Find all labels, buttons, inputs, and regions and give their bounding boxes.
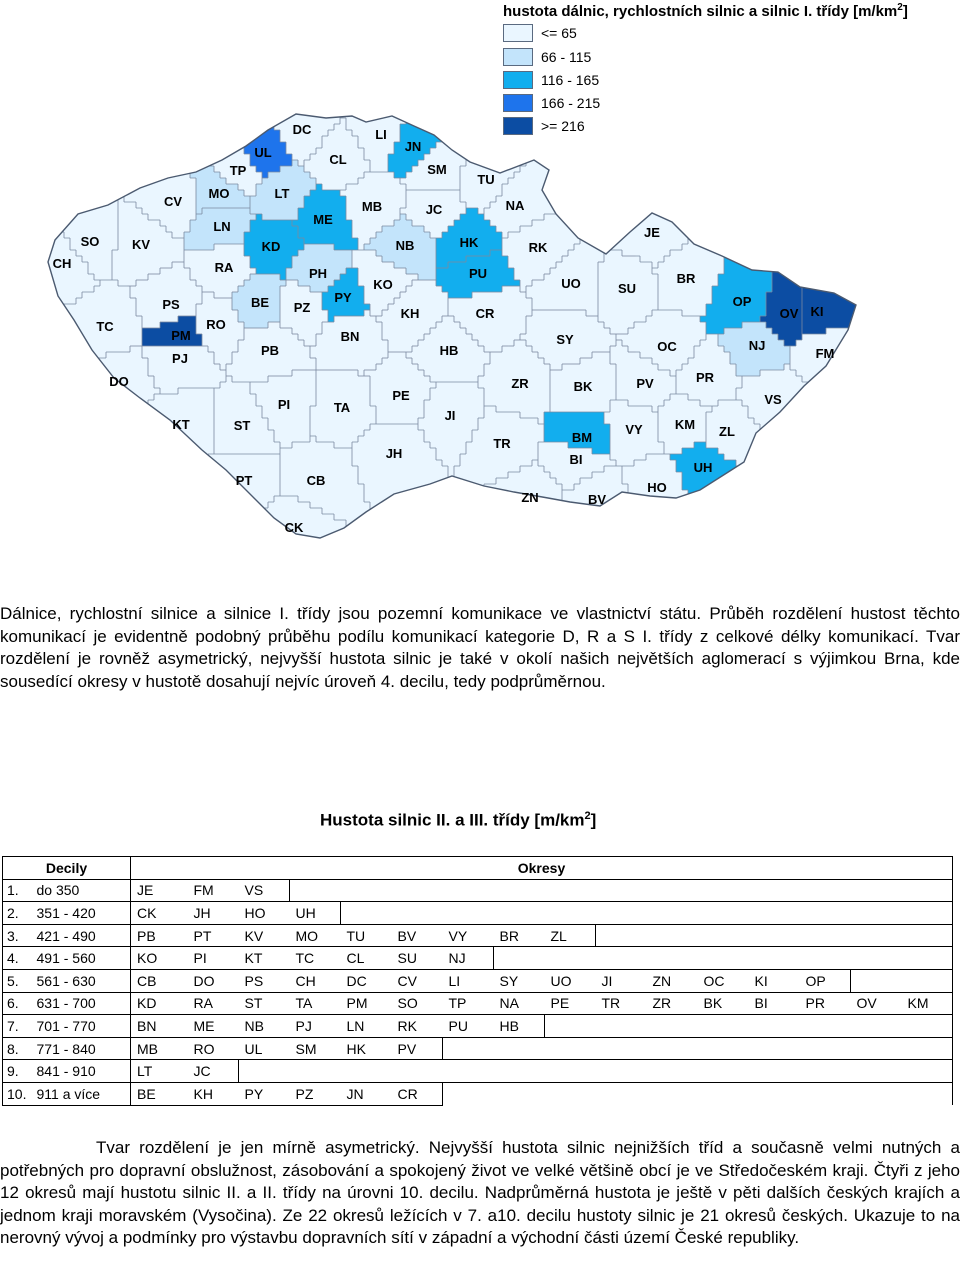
decile-number: 5. xyxy=(3,969,33,992)
decile-range: 631 - 700 xyxy=(33,992,131,1015)
district-cell xyxy=(239,1060,290,1083)
paragraph-highway-density: Dálnice, rychlostní silnice a silnice I. třídy jsou pozemní komunikace ve vlastnictví státu. Průběh rozdělení hustost těchto komunikací je evidentně podobný průběhu podílu komunikací kategorie D, R a S I. třídy z celkové délky komunikací. Tvar rozdělení je rovněž asymetrický, nejvyšší hustota silnic je také v okolí našich největších aglomerací s výjimkou Brna, kde sousedící okresy v hustotě dosahují nejvíc úroveň 4. decilu, tedy podprůměrnou. xyxy=(0,604,960,691)
district-cell xyxy=(443,902,494,925)
district-cell: PS xyxy=(239,969,290,992)
district-cell xyxy=(545,1037,596,1060)
district-cell: PZ xyxy=(290,1082,341,1105)
district-cell: UH xyxy=(290,902,341,925)
district-label-ho: HO xyxy=(647,480,667,495)
decile-number: 7. xyxy=(3,1015,33,1038)
district-cell: TU xyxy=(341,924,392,947)
district-cell: NJ xyxy=(443,947,494,970)
decile-table xyxy=(2,856,953,1106)
district-cell xyxy=(494,1037,545,1060)
district-cell: SU xyxy=(392,947,443,970)
district-label-je: JE xyxy=(644,225,660,240)
district-cell xyxy=(545,947,596,970)
district-cell: PR xyxy=(800,992,851,1015)
district-cell xyxy=(902,969,953,992)
legend-swatch xyxy=(503,117,533,135)
district-label-kv: KV xyxy=(131,237,151,252)
district-cell xyxy=(596,879,647,902)
district-label-vy: VY xyxy=(625,422,643,437)
district-cell xyxy=(596,1082,647,1105)
district-cell: HK xyxy=(341,1037,392,1060)
district-cell xyxy=(545,1015,596,1038)
district-cell xyxy=(647,924,698,947)
district-cell xyxy=(698,1060,749,1083)
district-cell xyxy=(851,969,902,992)
district-label-st: ST xyxy=(233,418,251,433)
district-cell xyxy=(698,947,749,970)
district-label-hb: HB xyxy=(439,343,459,358)
district-label-li: LI xyxy=(375,127,387,142)
district-cell: CL xyxy=(341,947,392,970)
district-cell: PY xyxy=(239,1082,290,1105)
district-label-cv: CV xyxy=(163,194,183,209)
district-cell: LN xyxy=(341,1015,392,1038)
decile-range: 911 a více xyxy=(33,1082,131,1105)
district-cell: NB xyxy=(239,1015,290,1038)
decile-number: 3. xyxy=(3,924,33,947)
district-cell xyxy=(443,1060,494,1083)
district-label-kd: KD xyxy=(261,239,281,254)
legend-label: 66 - 115 xyxy=(541,49,592,65)
district-cell xyxy=(749,924,800,947)
district-cell xyxy=(596,1015,647,1038)
district-label-pr: PR xyxy=(695,370,715,385)
district-cell xyxy=(647,947,698,970)
district-cell xyxy=(698,1037,749,1060)
map-legend-title: hustota dálnic, rychlostních silnic a silnic I. třídy $[m/km^2]$ xyxy=(503,2,908,20)
district-cell xyxy=(392,902,443,925)
district-label-zl: ZL xyxy=(719,424,735,439)
district-label-kt: KT xyxy=(172,417,190,432)
decile-number: 9. xyxy=(3,1060,33,1083)
district-cell: RO xyxy=(188,1037,239,1060)
district-cell: TR xyxy=(596,992,647,1015)
district-cell xyxy=(902,924,953,947)
district-cell: SY xyxy=(494,969,545,992)
decile-number: 6. xyxy=(3,992,33,1015)
district-cell xyxy=(851,879,902,902)
district-cell xyxy=(494,1060,545,1083)
district-cell xyxy=(851,947,902,970)
district-label-py: PY xyxy=(334,290,352,305)
district-label-ra: RA xyxy=(214,260,234,275)
district-cell xyxy=(902,947,953,970)
district-cell xyxy=(902,1060,953,1083)
district-cell xyxy=(749,902,800,925)
district-cell xyxy=(647,1015,698,1038)
district-cell: PE xyxy=(545,992,596,1015)
district-label-zn: ZN xyxy=(521,490,539,505)
district-label-ro: RO xyxy=(206,317,226,332)
table-header-row xyxy=(3,857,953,880)
district-cell: ZN xyxy=(647,969,698,992)
district-cell: KM xyxy=(902,992,953,1015)
district-cell: PT xyxy=(188,924,239,947)
header-districts: Okresy xyxy=(131,857,953,880)
district-label-tr: TR xyxy=(493,436,511,451)
table-row xyxy=(3,1037,953,1060)
district-cell xyxy=(800,1037,851,1060)
district-fills xyxy=(40,100,875,551)
district-cell xyxy=(596,1060,647,1083)
district-cell: KH xyxy=(188,1082,239,1105)
district-label-uh: UH xyxy=(693,460,713,475)
district-label-ki: KI xyxy=(810,304,824,319)
legend-swatch xyxy=(503,94,533,112)
district-cell xyxy=(494,902,545,925)
district-cell: BN xyxy=(131,1015,188,1038)
district-label-ta: TA xyxy=(333,400,351,415)
district-cell xyxy=(749,947,800,970)
district-cell: PJ xyxy=(290,1015,341,1038)
district-label-nj: NJ xyxy=(748,338,766,353)
district-cell xyxy=(647,902,698,925)
district-cell: PU xyxy=(443,1015,494,1038)
decile-range: 561 - 630 xyxy=(33,969,131,992)
district-cell xyxy=(749,1060,800,1083)
district-label-nb: NB xyxy=(395,238,415,253)
district-cell xyxy=(443,1037,494,1060)
district-cell: ME xyxy=(188,1015,239,1038)
district-cell xyxy=(494,879,545,902)
district-cell: KD xyxy=(131,992,188,1015)
decile-range: 421 - 490 xyxy=(33,924,131,947)
district-label-bk: BK xyxy=(573,379,593,394)
district-cell xyxy=(902,1015,953,1038)
district-label-ji: JI xyxy=(444,408,456,423)
legend-swatch xyxy=(503,71,533,89)
district-cell xyxy=(800,947,851,970)
district-cell xyxy=(443,1082,494,1105)
table-row xyxy=(3,1060,953,1083)
district-cell xyxy=(749,1015,800,1038)
district-cell: JH xyxy=(188,902,239,925)
district-map-svg xyxy=(0,0,960,560)
district-label-sy: SY xyxy=(556,332,574,347)
district-label-mo: MO xyxy=(208,186,230,201)
district-cell: LT xyxy=(131,1060,188,1083)
district-cell xyxy=(596,902,647,925)
district-cell: CV xyxy=(392,969,443,992)
district-cell xyxy=(800,1060,851,1083)
district-cell xyxy=(545,1082,596,1105)
district-label-pm: PM xyxy=(171,328,191,343)
district-cell: MO xyxy=(290,924,341,947)
district-label-pt: PT xyxy=(235,473,253,488)
decile-number: 8. xyxy=(3,1037,33,1060)
district-label-pv: PV xyxy=(636,376,654,391)
district-cell: VS xyxy=(239,879,290,902)
district-label-ck: CK xyxy=(284,520,304,535)
paragraph-road-density: Tvar rozdělení je jen mírně asymetrický. Nejvyšší hustota silnic nejnižších tříd a současně velmi nutných a potřebných pro dopravní obslužnost, zásobování a spokojený život ve velké většině obcí je ve Středočeském kraji. Čtyři z jeho 12 okresů mají hustotu silnic II. a II. třídy na úrovni 10. decilu. Nadprůměrná hustota je ještě v pěti dalších českých krajích a jednom kraji moravském (Vysočina). Ze 22 okresů ležících v 7. a10. decilu hustoty silnic je 21 okresů českých. Ukazuje to na nerovný vývoj a podmínky pro výstavbu dopravních sítí v západní a východní části území České republiky. xyxy=(0,1138,960,1247)
district-label-rk: RK xyxy=(528,240,548,255)
district-label-kh: KH xyxy=(400,306,420,321)
district-cell xyxy=(749,1037,800,1060)
district-cell xyxy=(647,1082,698,1105)
district-cell xyxy=(851,1082,902,1105)
district-cell xyxy=(902,902,953,925)
district-cell xyxy=(902,1082,953,1105)
district-cell xyxy=(800,924,851,947)
district-label-oc: OC xyxy=(657,339,677,354)
district-label-pz: PZ xyxy=(293,300,311,315)
district-label-lt: LT xyxy=(274,186,290,201)
district-label-km: KM xyxy=(674,417,696,432)
district-label-fm: FM xyxy=(815,346,835,361)
district-cell: JE xyxy=(131,879,188,902)
district-cell: KI xyxy=(749,969,800,992)
district-label-pi: PI xyxy=(277,397,291,412)
decile-number: 2. xyxy=(3,902,33,925)
district-label-bi: BI xyxy=(569,452,583,467)
district-cell xyxy=(851,1015,902,1038)
district-label-na: NA xyxy=(505,198,525,213)
district-cell: MB xyxy=(131,1037,188,1060)
table-title: Hustota silnic II. a III. třídy $[m/km^2]$ xyxy=(320,810,597,830)
district-label-hk: HK xyxy=(459,235,479,250)
table-row xyxy=(3,947,953,970)
district-label-op: OP xyxy=(732,294,752,309)
district-cell: LI xyxy=(443,969,494,992)
district-label-su: SU xyxy=(617,281,637,296)
district-cell: CH xyxy=(290,969,341,992)
district-cell xyxy=(698,1015,749,1038)
district-cell: RA xyxy=(188,992,239,1015)
decile-range: do 350 xyxy=(33,879,131,902)
district-cell: JI xyxy=(596,969,647,992)
district-cell: KO xyxy=(131,947,188,970)
district-label-pu: PU xyxy=(468,266,488,281)
district-cell: OC xyxy=(698,969,749,992)
legend-swatch xyxy=(503,24,533,42)
district-cell xyxy=(698,1082,749,1105)
district-cell xyxy=(698,879,749,902)
district-cell: CK xyxy=(131,902,188,925)
district-cell xyxy=(800,1015,851,1038)
district-label-tc: TC xyxy=(96,319,114,334)
district-cell: JC xyxy=(188,1060,239,1083)
legend-label: >= 216 xyxy=(541,118,585,134)
district-cell xyxy=(545,879,596,902)
table-row xyxy=(3,902,953,925)
district-cell xyxy=(596,1037,647,1060)
legend-swatch xyxy=(503,48,533,66)
decile-range: 701 - 770 xyxy=(33,1015,131,1038)
district-cell xyxy=(800,1082,851,1105)
district-cell xyxy=(851,902,902,925)
district-cell: BK xyxy=(698,992,749,1015)
district-cell xyxy=(290,879,341,902)
district-cell: CB xyxy=(131,969,188,992)
decile-range: 771 - 840 xyxy=(33,1037,131,1060)
district-cell: BI xyxy=(749,992,800,1015)
district-cell: VY xyxy=(443,924,494,947)
district-cell xyxy=(392,1060,443,1083)
district-label-zr: ZR xyxy=(511,376,529,391)
district-cell xyxy=(698,902,749,925)
table-row xyxy=(3,969,953,992)
district-cell xyxy=(341,902,392,925)
district-cell: ZL xyxy=(545,924,596,947)
district-cell: OV xyxy=(851,992,902,1015)
district-label-jh: JH xyxy=(385,446,403,461)
district-label-pb: PB xyxy=(260,343,280,358)
district-cell: PI xyxy=(188,947,239,970)
legend-label: <= 65 xyxy=(541,25,577,41)
district-cell: PB xyxy=(131,924,188,947)
district-cell: PM xyxy=(341,992,392,1015)
district-label-tu: TU xyxy=(477,172,495,187)
district-cell: RK xyxy=(392,1015,443,1038)
district-label-br: BR xyxy=(676,271,696,286)
density-map xyxy=(0,0,960,560)
district-cell xyxy=(494,1082,545,1105)
district-cell xyxy=(596,947,647,970)
district-cell xyxy=(290,1060,341,1083)
district-cell: ST xyxy=(239,992,290,1015)
district-label-me: ME xyxy=(313,212,333,227)
district-label-dc: DC xyxy=(292,122,312,137)
legend-label: 166 - 215 xyxy=(541,95,601,111)
district-label-jn: JN xyxy=(404,139,422,154)
district-label-sm: SM xyxy=(427,162,447,177)
district-label-ul: UL xyxy=(254,145,272,160)
header-deciles: Decily xyxy=(3,857,131,880)
district-cell: FM xyxy=(188,879,239,902)
table-row xyxy=(3,879,953,902)
district-cell xyxy=(443,879,494,902)
district-cell: BV xyxy=(392,924,443,947)
district-cell xyxy=(800,879,851,902)
district-cell xyxy=(698,924,749,947)
decile-range: 491 - 560 xyxy=(33,947,131,970)
district-cell: PV xyxy=(392,1037,443,1060)
district-label-ln: LN xyxy=(213,219,231,234)
district-cell xyxy=(647,1037,698,1060)
district-cell xyxy=(596,924,647,947)
district-cell: NA xyxy=(494,992,545,1015)
district-cell: DO xyxy=(188,969,239,992)
district-label-cr: CR xyxy=(475,306,495,321)
district-label-bn: BN xyxy=(340,329,360,344)
district-label-be: BE xyxy=(250,295,270,310)
district-label-pj: PJ xyxy=(172,351,188,366)
district-cell: CR xyxy=(392,1082,443,1105)
district-cell: ZR xyxy=(647,992,698,1015)
district-label-tp: TP xyxy=(229,163,247,178)
decile-number: 1. xyxy=(3,879,33,902)
district-cell xyxy=(545,902,596,925)
district-cell: SO xyxy=(392,992,443,1015)
district-cell xyxy=(800,902,851,925)
district-label-cb: CB xyxy=(306,473,326,488)
district-label-cl: CL xyxy=(329,152,347,167)
district-label-jc: JC xyxy=(425,202,443,217)
district-cell xyxy=(749,1082,800,1105)
district-cell: TP xyxy=(443,992,494,1015)
district-label-pe: PE xyxy=(392,388,410,403)
district-cell: TA xyxy=(290,992,341,1015)
table-row xyxy=(3,992,953,1015)
district-cell: SM xyxy=(290,1037,341,1060)
district-cell xyxy=(902,1037,953,1060)
district-label-ph: PH xyxy=(308,266,328,281)
district-cell: OP xyxy=(800,969,851,992)
district-cell: BR xyxy=(494,924,545,947)
district-cell xyxy=(494,947,545,970)
district-cell xyxy=(545,1060,596,1083)
district-label-mb: MB xyxy=(361,199,383,214)
district-label-ch: CH xyxy=(52,256,72,271)
table-row xyxy=(3,924,953,947)
district-cell xyxy=(392,879,443,902)
table-row xyxy=(3,1082,953,1105)
district-cell: JN xyxy=(341,1082,392,1105)
district-cell: HB xyxy=(494,1015,545,1038)
district-cell: KV xyxy=(239,924,290,947)
district-cell xyxy=(341,1060,392,1083)
district-cell xyxy=(341,879,392,902)
decile-number: 10. xyxy=(3,1082,33,1105)
district-cell xyxy=(647,879,698,902)
district-label-vs: VS xyxy=(764,392,782,407)
district-cell xyxy=(851,924,902,947)
district-cell xyxy=(851,1037,902,1060)
district-label-bm: BM xyxy=(571,430,593,445)
district-label-ko: KO xyxy=(373,277,393,292)
district-label-do: DO xyxy=(109,374,129,389)
district-cell xyxy=(851,1060,902,1083)
legend-label: 116 - 165 xyxy=(541,72,600,88)
district-label-so: SO xyxy=(80,234,100,249)
district-label-bv: BV xyxy=(587,492,607,507)
district-cell: KT xyxy=(239,947,290,970)
district-cell: UO xyxy=(545,969,596,992)
district-cell: BE xyxy=(131,1082,188,1105)
district-cell: UL xyxy=(239,1037,290,1060)
district-cell xyxy=(647,1060,698,1083)
decile-range: 841 - 910 xyxy=(33,1060,131,1083)
decile-range: 351 - 420 xyxy=(33,902,131,925)
district-cell: HO xyxy=(239,902,290,925)
table-row xyxy=(3,1015,953,1038)
district-cell: TC xyxy=(290,947,341,970)
district-cell xyxy=(902,879,953,902)
district-cell xyxy=(749,879,800,902)
district-cell: DC xyxy=(341,969,392,992)
decile-number: 4. xyxy=(3,947,33,970)
district-label-ov: OV xyxy=(779,306,799,321)
district-label-uo: UO xyxy=(561,276,581,291)
district-label-ps: PS xyxy=(162,297,180,312)
